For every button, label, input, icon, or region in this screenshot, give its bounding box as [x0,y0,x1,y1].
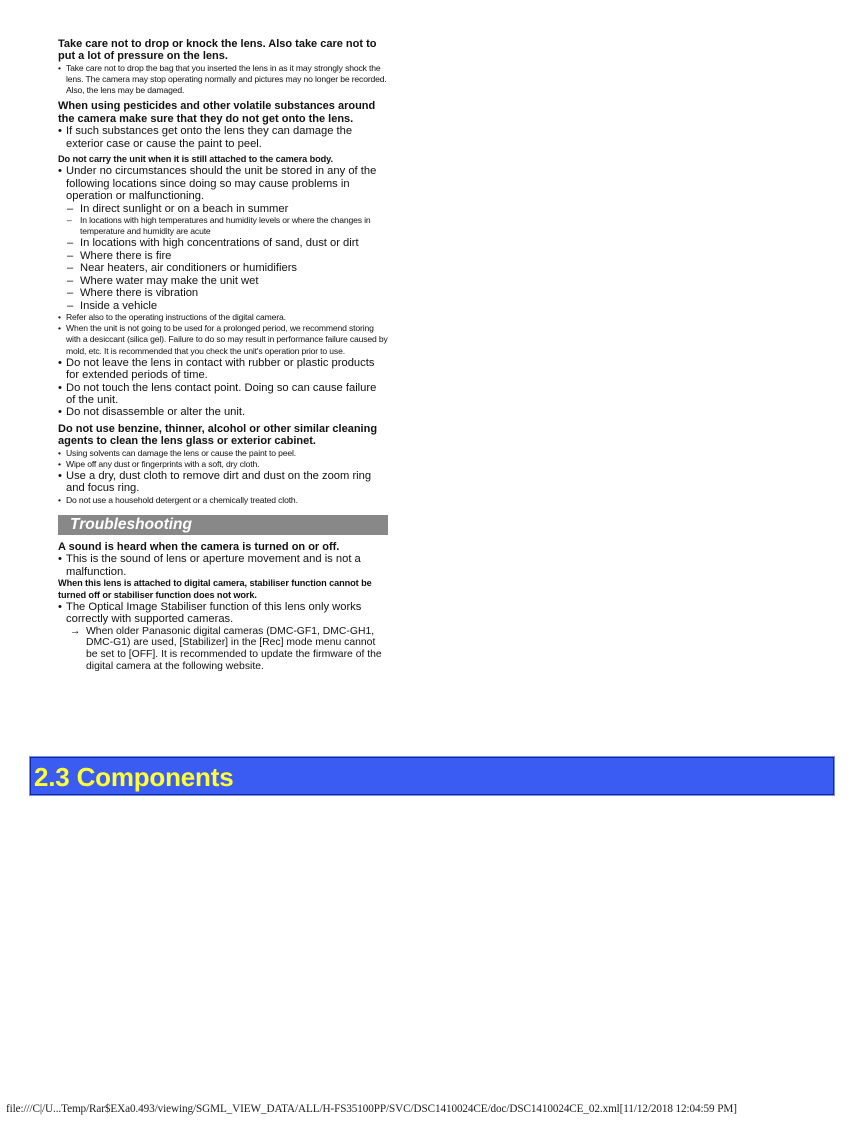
troubleshooting-banner [58,515,388,535]
faq-answer [58,601,388,626]
faq-note-text: When older Panasonic digital cameras (DMC-GF1, DMC-GH1, DMC-G1) are used, [Stabilizer] in the [Rec] mode menu cannot be set to [OFF]. It is recommended to update the firmware of the digital camera at the following website. [86,625,382,672]
list-item: • Do not leave the lens in contact with rubber or plastic products for extended periods of time. [58,357,388,382]
list-item: • This is the sound of lens or aperture movement and is not a malfunction. [58,553,388,578]
list-item: • Using solvents can damage the lens or cause the paint to peel. [58,448,388,459]
location-item: – In direct sunlight or on a beach in summer [66,203,388,215]
list-item: • Take care not to drop the bag that you inserted the lens in as it may strongly shock the lens. The camera may stop operating normally and pictures may no longer be recorded. Also, the lens may be damaged. [58,63,388,97]
list-item: • Use a dry, dust cloth to remove dirt and dust on the zoom ring and focus ring. [58,470,388,495]
caution-list [58,125,388,150]
caution-list [58,448,388,506]
manual-page-scan [58,38,388,672]
list-item: • If such substances get onto the lens they can damage the exterior case or cause the paint to peel. [58,125,388,150]
caution-heading: Do not use benzine, thinner, alcohol or other similar cleaning agents to clean the lens glass or exterior cabinet. [58,422,378,448]
location-list [66,203,388,312]
location-item: – In locations with high concentrations of sand, dust or dirt [66,237,388,249]
list-item: • Refer also to the operating instructions of the digital camera. [58,312,388,323]
section-heading-bar [30,757,834,795]
location-item: – Where there is fire [66,250,388,262]
list-item: • When the unit is not going to be used for a prolonged period, we recommend storing with a desiccant (silica gel). Failure to do so may result in performance failure caused by mold, etc. It is recommended that you check the unit's operation prior to use. [58,323,388,357]
list-item: • Do not touch the lens contact point. Doing so can cause failure of the unit. [58,382,388,407]
list-item: • Do not use a household detergent or a chemically treated cloth. [58,495,388,506]
arrow-icon: → [70,625,81,637]
location-item: – In locations with high temperatures and humidity levels or where the changes in temperature and humidity are acute [66,215,388,237]
caution-list [58,63,388,97]
storage-warning-text: Under no circumstances should the unit be stored in any of the following locations since doing so may cause problems in operation or malfunctioning. [66,165,377,203]
faq-question: A sound is heard when the camera is turned on or off. [58,541,340,553]
caution-heading: Take care not to drop or knock the lens. Also take care not to put a lot of pressure on the lens. [58,38,377,63]
list-item [58,165,388,311]
list-item: • Wipe off any dust or fingerprints with a soft, dry cloth. [58,459,388,470]
location-item: – Inside a vehicle [66,300,388,312]
caution-heading: Do not carry the unit when it is still attached to the camera body. [58,154,333,165]
faq-note [58,626,388,672]
faq-question: When this lens is attached to digital camera, stabiliser function cannot be turned off or stabiliser function does not work. [58,578,372,600]
caution-heading: When using pesticides and other volatile substances around the camera make sure that they do not get onto the lens. [58,100,376,125]
caution-list [58,165,388,418]
list-item: • The Optical Image Stabiliser function of this lens only works correctly with supported cameras. [58,601,388,626]
location-item: – Where there is vibration [66,287,388,299]
faq-answer [58,553,388,578]
list-item: • Do not disassemble or alter the unit. [58,406,388,418]
troubleshooting-title: Troubleshooting [70,516,192,533]
file-path-footer: file:///C|/U...Temp/Rar$EXa0.493/viewing/SGML_VIEW_DATA/ALL/H-FS35100PP/SVC/DSC1410024CE/doc/DSC1410024CE_02.xml[11/12/2018 12:04:59 PM] [6,1103,737,1115]
location-item: – Where water may make the unit wet [66,275,388,287]
section-heading: 2.3 Components [34,762,234,792]
location-item: – Near heaters, air conditioners or humidifiers [66,262,388,274]
